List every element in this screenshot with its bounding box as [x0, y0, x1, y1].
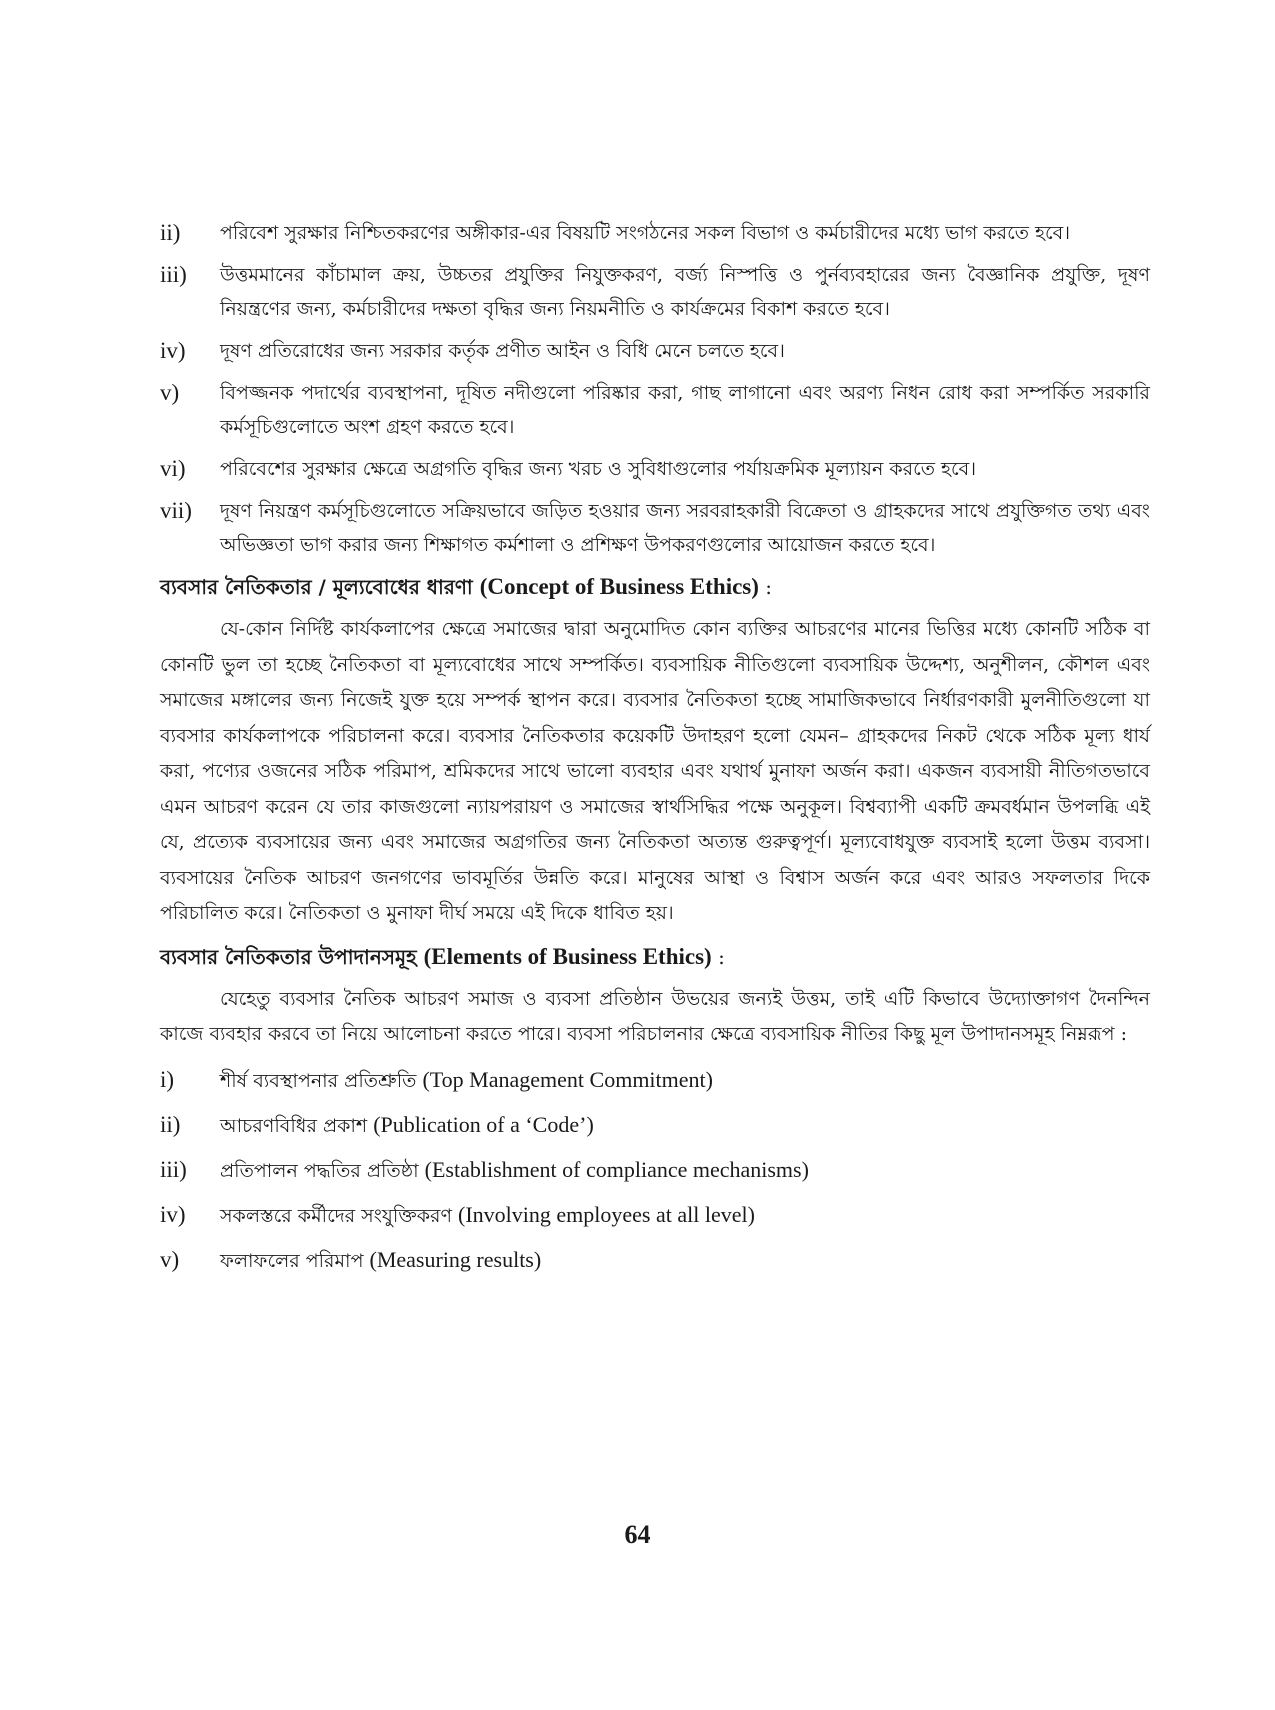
list-item — [160, 376, 1150, 444]
page-number: 64 — [624, 1520, 651, 1549]
list-text-english: (Involving employees at all level) — [458, 1201, 755, 1227]
concept-paragraph: যে-কোন নির্দিষ্ট কার্যকলাপের ক্ষেত্রে সমাজের দ্বারা অনুমোদিত কোন ব্যক্তির আচরণের মানের ভিত্তির মধ্যে কোনটি সঠিক বা কোনটি ভুল তা হচ্ছে নৈতিকতা বা মূল্যবোধের সাথে সম্পর্কিত। ব্যবসায়িক নীতিগুলো ব্যবসায়িক উদ্দেশ্য, অনুশীলন, কৌশল এবং সমাজের মঙ্গালের জন্য নিজেই যুক্ত হয়ে সম্পর্ক স্থাপন করে। ব্যবসার নৈতিকতা হচ্ছে সামাজিকভাবে নির্ধারণকারী মুলনীতিগুলো যা ব্যবসার কার্যকলাপকে পরিচালনা করে। ব্যবসার নৈতিকতার কয়েকটি উদাহরণ হলো যেমন– গ্রাহকদের নিকট থেকে সঠিক মূল্য ধার্য করা, পণ্যের ওজনের সঠিক পরিমাপ, শ্রমিকদের সাথে ভালো ব্যবহার এবং যথার্থ মুনাফা অর্জন করা। একজন ব্যবসায়ী নীতিগতভাবে এমন আচরণ করেন যে তার কাজগুলো ন্যায়পরায়ণ ও সমাজের স্বার্থসিদ্ধির পক্ষে অনুকূল। বিশ্বব্যাপী একটি ক্রমবর্ধমান উপলব্ধি এই যে, প্রত্যেক ব্যবসায়ের জন্য এবং সমাজের অগ্রগতির জন্য নৈতিকতা অত্যন্ত গুরুত্বপূর্ণ। মূল্যবোধযুক্ত ব্যবসাই হলো উত্তম ব্যবসা। ব্যবসায়ের নৈতিক আচরণ জনগণের ভাবমূর্তির উন্নতি করে। মানুষের আস্থা ও বিশ্বাস অর্জন করে এবং আরও সফলতার দিকে পরিচালিত করে। নৈতিকতা ও মুনাফা দীর্ঘ সময়ে এই দিকে ধাবিত হয়। — [160, 618, 1150, 924]
list-number: iv) — [160, 1201, 186, 1227]
list-text-bengali: ফলাফলের পরিমাপ — [220, 1249, 364, 1272]
section-heading-concept — [160, 570, 1150, 604]
pollution-measures-list — [160, 216, 1150, 562]
section-heading-elements — [160, 940, 1150, 974]
list-text-bengali: প্রতিপালন পদ্ধতির প্রতিষ্ঠা — [220, 1159, 419, 1182]
list-item — [160, 1061, 1150, 1100]
list-text-bengali: শীর্ষ ব্যবস্থাপনার প্রতিশ্রুতি — [220, 1069, 417, 1092]
list-text: বিপজ্জনক পদার্থের ব্যবস্থাপনা, দূষিত নদীগুলো পরিষ্কার করা, গাছ লাগানো এবং অরণ্য নিধন রোধ করা সম্পর্কিত সরকারি কর্মসূচিগুলোতে অংশ গ্রহণ করতে হবে। — [220, 382, 1150, 438]
list-number: iii) — [160, 262, 187, 287]
list-item — [160, 452, 1150, 486]
list-number: i) — [160, 1066, 175, 1092]
list-text: উত্তমমানের কাঁচামাল ক্রয়, উচ্চতর প্রযুক্তির নিযুক্তকরণ, বর্জ্য নিস্পত্তি ও পুর্নব্যবহারের জন্য বৈজ্ঞানিক প্রযুক্তি, দূষণ নিয়ন্ত্রণের জন্য, কর্মচারীদের দক্ষতা বৃদ্ধির জন্য নিয়মনীতি ও কার্যক্রমের বিকাশ করতে হবে। — [220, 264, 1150, 320]
heading-colon: : — [711, 944, 725, 969]
list-text-english: (Establishment of compliance mechanisms) — [424, 1156, 809, 1182]
list-number: v) — [160, 1246, 180, 1272]
heading-english: (Elements of Business Ethics) — [423, 943, 712, 969]
list-number: vi) — [160, 456, 186, 481]
heading-english: (Concept of Business Ethics) — [479, 574, 759, 599]
heading-bengali: ব্যবসার নৈতিকতার উপাদানসমূহ — [160, 944, 417, 969]
list-item — [160, 334, 1150, 368]
page-content — [160, 216, 1150, 1286]
elements-list — [160, 1061, 1150, 1280]
list-number: iv) — [160, 338, 186, 363]
list-text: পরিবেশ সুরক্ষার নিশ্চিতকরণের অঙ্গীকার-এর বিষয়টি সংগঠনের সকল বিভাগ ও কর্মচারীদের মধ্যে ভাগ করতে হবে। — [220, 222, 1071, 244]
list-text-english: (Top Management Commitment) — [422, 1066, 713, 1092]
heading-colon: : — [758, 575, 773, 599]
heading-bengali: ব্যবসার নৈতিকতার / মূল্যবোধের ধারণা — [160, 575, 473, 599]
list-text-english: (Measuring results) — [369, 1246, 542, 1272]
list-text-english: (Publication of a ‘Code’) — [373, 1111, 594, 1137]
list-item — [160, 1196, 1150, 1235]
list-number: vii) — [160, 498, 192, 523]
list-number: ii) — [160, 1111, 181, 1137]
list-item — [160, 258, 1150, 326]
list-text-bengali: সকলস্তরে কর্মীদের সংযুক্তিকরণ — [220, 1204, 452, 1227]
list-text: দূষণ নিয়ন্ত্রণ কর্মসূচিগুলোতে সক্রিয়ভাবে জড়িত হওয়ার জন্য সরবরাহকারী বিক্রেতা ও গ্রাহকদের সাথে প্রযুক্তিগত তথ্য এবং অভিজ্ঞতা ভাগ করার জন্য শিক্ষাগত কর্মশালা ও প্রশিক্ষণ উপকরণগুলোর আয়োজন করতে হবে। — [220, 500, 1150, 556]
list-item — [160, 1241, 1150, 1280]
list-number: ii) — [160, 220, 181, 245]
list-item — [160, 216, 1150, 250]
list-text: দূষণ প্রতিরোধের জন্য সরকার কর্তৃক প্রণীত আইন ও বিধি মেনে চলতে হবে। — [220, 340, 785, 362]
list-item — [160, 494, 1150, 562]
list-number: v) — [160, 380, 180, 405]
list-item — [160, 1151, 1150, 1190]
elements-paragraph: যেহেতু ব্যবসার নৈতিক আচরণ সমাজ ও ব্যবসা প্রতিষ্ঠান উভয়ের জন্যই উত্তম, তাই এটি কিভাবে উদ্যোক্তাগণ দৈনন্দিন কাজে ব্যবহার করবে তা নিয়ে আলোচনা করতে পারে। ব্যবসা পরিচালনার ক্ষেত্রে ব্যবসায়িক নীতির কিছু মূল উপাদানসমূহ নিম্নরূপ : — [160, 987, 1150, 1045]
list-item — [160, 1106, 1150, 1145]
list-text-bengali: আচরণবিধির প্রকাশ — [220, 1114, 368, 1137]
list-number: iii) — [160, 1156, 187, 1182]
list-text: পরিবেশের সুরক্ষার ক্ষেত্রে অগ্রগতি বৃদ্ধির জন্য খরচ ও সুবিধাগুলোর পর্যায়ক্রমিক মূল্যায়ন করতে হবে। — [220, 458, 977, 480]
